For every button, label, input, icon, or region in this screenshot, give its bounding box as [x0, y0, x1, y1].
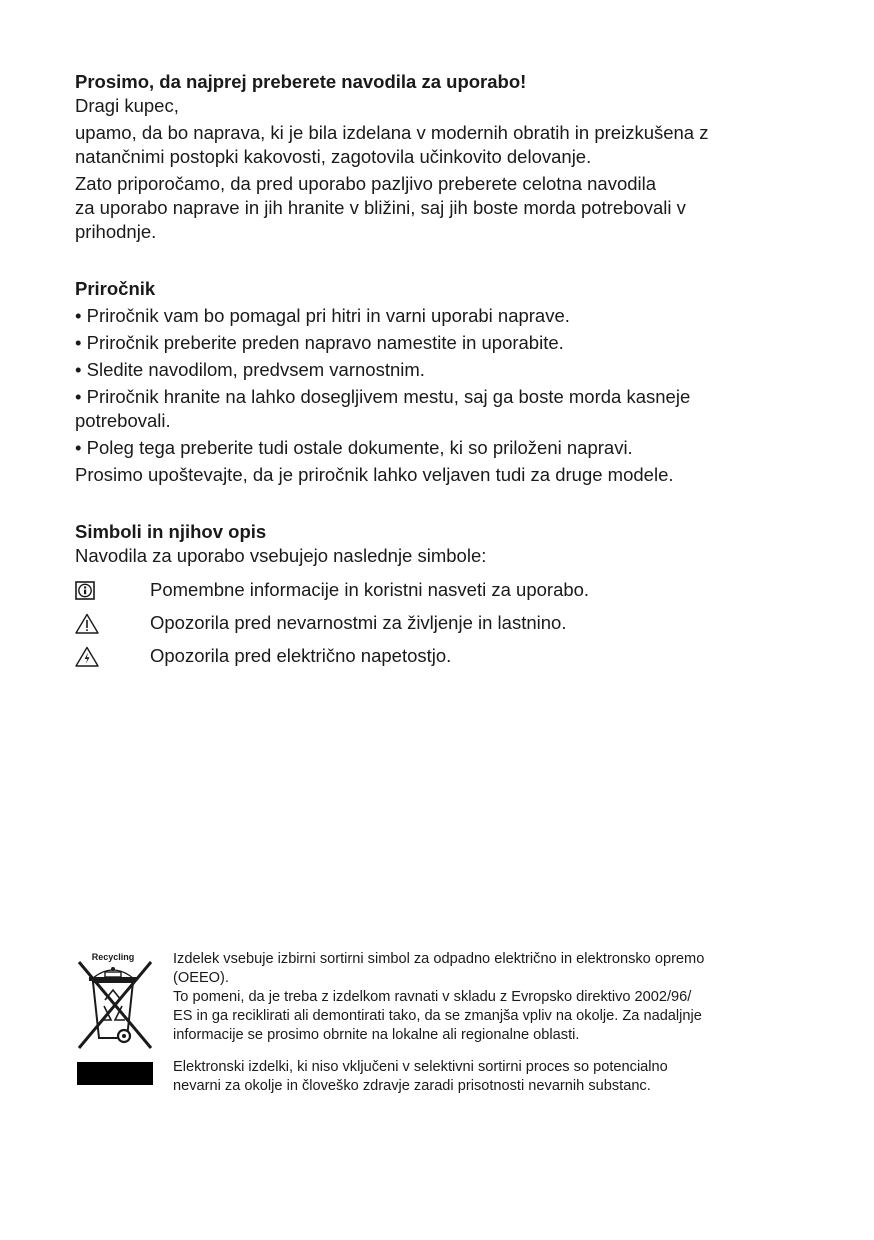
symbols-title: Simboli in njihov opis [75, 521, 267, 542]
symbol-warning-text: Opozorila pred nevarnostmi za življenje in lastnino. [150, 612, 567, 633]
weee-line-5: informacije se prosimo obrnite na lokalne ali regionalne oblasti. [173, 1027, 580, 1043]
symbols-intro: Navodila za uporabo vsebujejo naslednje simbole: [75, 545, 487, 566]
symbol-row-electric [75, 644, 795, 668]
manual-bullet-4: • Priročnik hranite na lahko dosegljivem mestu, saj ga boste morda kasneje [75, 386, 691, 407]
manual-bullet-2: • Priročnik preberite preden napravo namestite in uporabite. [75, 332, 564, 353]
manual-bullet-5: • Poleg tega preberite tudi ostale dokumente, ki so priloženi napravi. [75, 437, 633, 458]
intro-title: Prosimo, da najprej preberete navodila za uporabo! [75, 71, 527, 92]
weee-line-2: (OEEO). [173, 970, 229, 986]
manual-bullet-4-continued: potrebovali. [75, 410, 171, 431]
symbols-section [75, 520, 795, 668]
intro-paragraph-2-line-2: za uporabo naprave in jih hranite v bližini, saj jih boste morda potrebovali v [75, 197, 686, 218]
intro-paragraph-2-line-3: prihodnje. [75, 221, 157, 242]
weee-line-4: ES in ga reciklirati ali demontirati tako, da se zmanjša vpliv na okolje. Za nadaljnje [173, 1008, 702, 1024]
weee-logo-label: Recycling [91, 952, 135, 962]
weee-line-1: Izdelek vsebuje izbirni sortirni simbol za odpadno električno in elektronsko opremo [173, 951, 705, 967]
symbol-electric-text: Opozorila pred električno napetostjo. [150, 645, 452, 666]
info-icon [75, 581, 150, 600]
manual-note: Prosimo upoštevajte, da je priročnik lahko veljaven tudi za druge modele. [75, 464, 674, 485]
weee-footer [75, 950, 795, 1100]
electric-warning-icon [75, 646, 150, 667]
symbol-row-warning [75, 611, 795, 635]
weee-recycling-logo [75, 950, 155, 1060]
weee-line-7: nevarni za okolje in človeško zdravje zaradi prisotnosti nevarnih substanc. [173, 1078, 651, 1094]
greeting: Dragi kupec, [75, 95, 179, 116]
weee-line-3: To pomeni, da je treba z izdelkom ravnati v skladu z Evropsko direktivo 2002/96/ [173, 989, 692, 1005]
intro-paragraph-1-line-2: natančnimi postopki kakovosti, zagotovila učinkovito delovanje. [75, 146, 592, 167]
intro-section [75, 70, 795, 244]
warning-icon [75, 613, 150, 634]
intro-paragraph-2-line-1: Zato priporočamo, da pred uporabo pazljivo preberete celotna navodila [75, 173, 657, 194]
weee-line-6: Elektronski izdelki, ki niso vključeni v selektivni sortirni proces so potencialno [173, 1059, 668, 1075]
manual-bullet-3: • Sledite navodilom, predvsem varnostnim. [75, 359, 425, 380]
weee-text [173, 950, 798, 1096]
symbol-row-info [75, 578, 795, 602]
intro-paragraph-1-line-1: upamo, da bo naprava, ki je bila izdelana v modernih obratih in preizkušena z [75, 122, 709, 143]
manual-bullet-1: • Priročnik vam bo pomagal pri hitri in varni uporabi naprave. [75, 305, 570, 326]
symbol-info-text: Pomembne informacije in koristni nasveti za uporabo. [150, 579, 590, 600]
weee-black-bar [77, 1062, 153, 1085]
manual-title: Priročnik [75, 278, 156, 299]
manual-page [75, 70, 795, 668]
manual-section [75, 277, 795, 487]
